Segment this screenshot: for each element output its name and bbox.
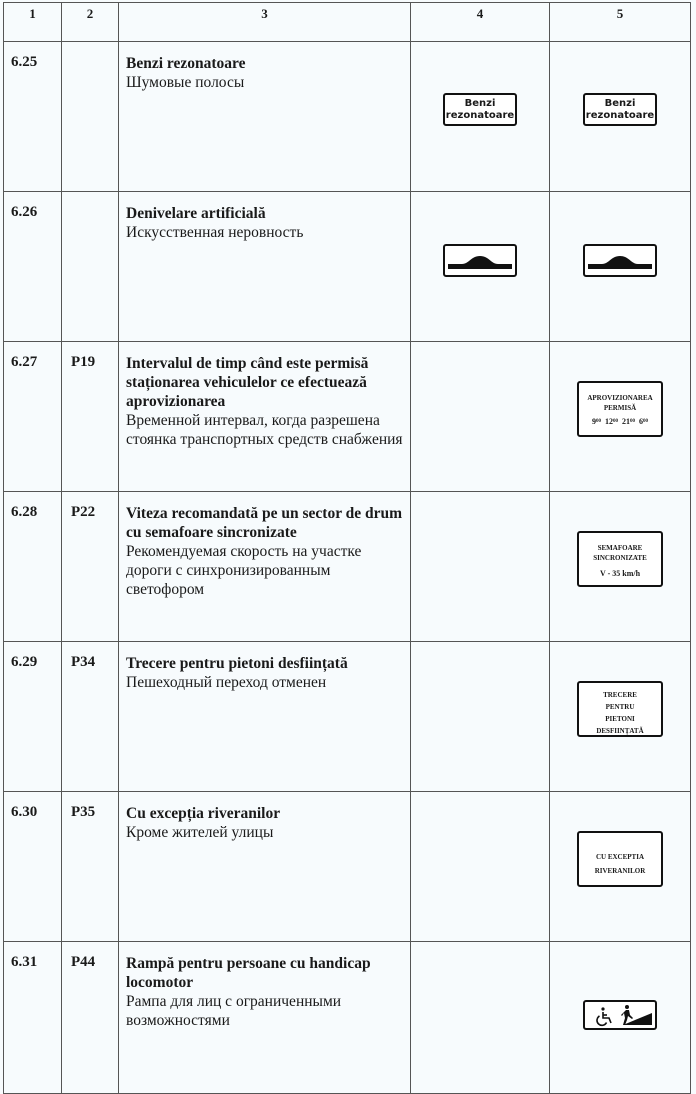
row-code: P22 — [62, 492, 119, 642]
time-hour: 9 — [592, 417, 596, 426]
sign-cell-col4 — [411, 342, 550, 492]
pedestrian-ramp-icon — [621, 1005, 652, 1025]
column-header: 3 — [119, 3, 411, 42]
column-header: 4 — [411, 3, 550, 42]
row-description — [119, 192, 411, 342]
table-header-row — [4, 3, 691, 42]
time-hour: 12 — [605, 417, 613, 426]
rumble-strips-sign-icon — [583, 93, 657, 126]
title-russian: Временной интервал, когда разрешена стоянка транспортных средств снабжения — [126, 412, 403, 448]
sign-text-line: Benzi — [604, 98, 636, 109]
except-residents-sign-icon — [577, 831, 663, 887]
title-romanian: Benzi rezonatoare — [126, 55, 246, 72]
title-russian: Искусственная неровность — [126, 224, 304, 241]
row-code — [62, 192, 119, 342]
sign-text-line: PERMISĂ — [603, 404, 637, 412]
sign-text-line: APROVIZIONAREA — [587, 394, 653, 402]
sign-text-line: SEMAFOARE — [597, 544, 643, 552]
table-row — [4, 942, 691, 1094]
sign-cell-col5 — [550, 492, 691, 642]
time-hour: 6 — [639, 417, 643, 426]
title-romanian: Viteza recomandată pe un sector de drum cu semafoare sincronizate — [126, 505, 403, 541]
row-number: 6.25 — [4, 42, 62, 192]
speed-bump-icon — [443, 244, 517, 277]
sign-cell-col4 — [411, 942, 550, 1094]
title-romanian: Cu excepția riveranilor — [126, 805, 281, 822]
column-header: 1 — [4, 3, 62, 42]
table-row — [4, 192, 691, 342]
sign-cell-col4 — [411, 492, 550, 642]
column-header: 2 — [62, 3, 119, 42]
sign-cell-col5 — [550, 192, 691, 342]
row-number: 6.29 — [4, 642, 62, 792]
time-hour: 21 — [622, 417, 630, 426]
wheelchair-ramp-icon — [583, 1000, 657, 1030]
sign-cell-col5 — [550, 792, 691, 942]
sign-cell-col5 — [550, 42, 691, 192]
title-romanian: Intervalul de timp când este permisă staționarea vehiculelor ce efectuează aprovizionarea — [126, 355, 369, 410]
row-code: P34 — [62, 642, 119, 792]
title-russian: Шумовые полосы — [126, 74, 245, 91]
sign-text-line: DESFIINȚATĂ — [596, 727, 644, 735]
table-row — [4, 342, 691, 492]
sign-text-line: SINCRONIZATE — [593, 554, 647, 562]
time-minute: 00 — [643, 419, 648, 424]
sign-cell-col4 — [411, 192, 550, 342]
table-row — [4, 642, 691, 792]
table-row — [4, 492, 691, 642]
sign-text-line: CU EXCEPTIA — [595, 853, 645, 861]
row-code — [62, 42, 119, 192]
sign-text-line: RIVERANILOR — [594, 867, 646, 875]
row-description — [119, 942, 411, 1094]
signs-table — [3, 2, 691, 1094]
rumble-strips-sign-icon — [443, 93, 517, 126]
title-romanian: Trecere pentru pietoni desființată — [126, 655, 348, 672]
synchronized-lights-sign-icon — [577, 531, 663, 587]
sign-cell-col5 — [550, 642, 691, 792]
sign-speed: V - 35 km/h — [599, 569, 641, 578]
sign-text-line: PENTRU — [605, 703, 635, 711]
row-code: P19 — [62, 342, 119, 492]
supply-time-sign-icon — [577, 381, 663, 437]
speed-bump-icon — [583, 244, 657, 277]
time-minute: 00 — [630, 419, 635, 424]
title-russian: Кроме жителей улицы — [126, 824, 274, 841]
sign-text-line: rezonatoare — [585, 110, 655, 121]
crossing-abolished-sign-icon — [577, 681, 663, 737]
sign-times — [579, 417, 661, 427]
row-description — [119, 342, 411, 492]
row-description — [119, 42, 411, 192]
title-russian: Пешеходный переход отменен — [126, 674, 327, 691]
table-row — [4, 792, 691, 942]
sign-cell-col5 — [550, 342, 691, 492]
sign-text-line: rezonatoare — [445, 110, 515, 121]
time-minute: 00 — [613, 419, 618, 424]
sign-cell-col4 — [411, 42, 550, 192]
row-number: 6.27 — [4, 342, 62, 492]
row-code: P35 — [62, 792, 119, 942]
sign-text-line: Benzi — [464, 98, 496, 109]
time-minute: 00 — [596, 419, 601, 424]
title-romanian: Denivelare artificială — [126, 205, 266, 222]
row-description — [119, 642, 411, 792]
sign-text-line: TRECERE — [603, 691, 637, 699]
row-number: 6.31 — [4, 942, 62, 1094]
wheelchair-icon — [597, 1007, 611, 1025]
row-number: 6.28 — [4, 492, 62, 642]
sign-cell-col4 — [411, 642, 550, 792]
row-number: 6.26 — [4, 192, 62, 342]
row-description — [119, 492, 411, 642]
sign-cell-col5 — [550, 942, 691, 1094]
row-description — [119, 792, 411, 942]
title-romanian: Rampă pentru persoane cu handicap locomotor — [126, 955, 371, 991]
sign-text-line: PIETONI — [605, 715, 635, 723]
sign-cell-col4 — [411, 792, 550, 942]
title-russian: Рекомендуемая скорость на участке дороги с синхронизированным светофором — [126, 543, 362, 598]
row-code: P44 — [62, 942, 119, 1094]
table-row — [4, 42, 691, 192]
row-number: 6.30 — [4, 792, 62, 942]
title-russian: Рампа для лиц с ограниченными возможностями — [126, 993, 342, 1029]
column-header: 5 — [550, 3, 691, 42]
